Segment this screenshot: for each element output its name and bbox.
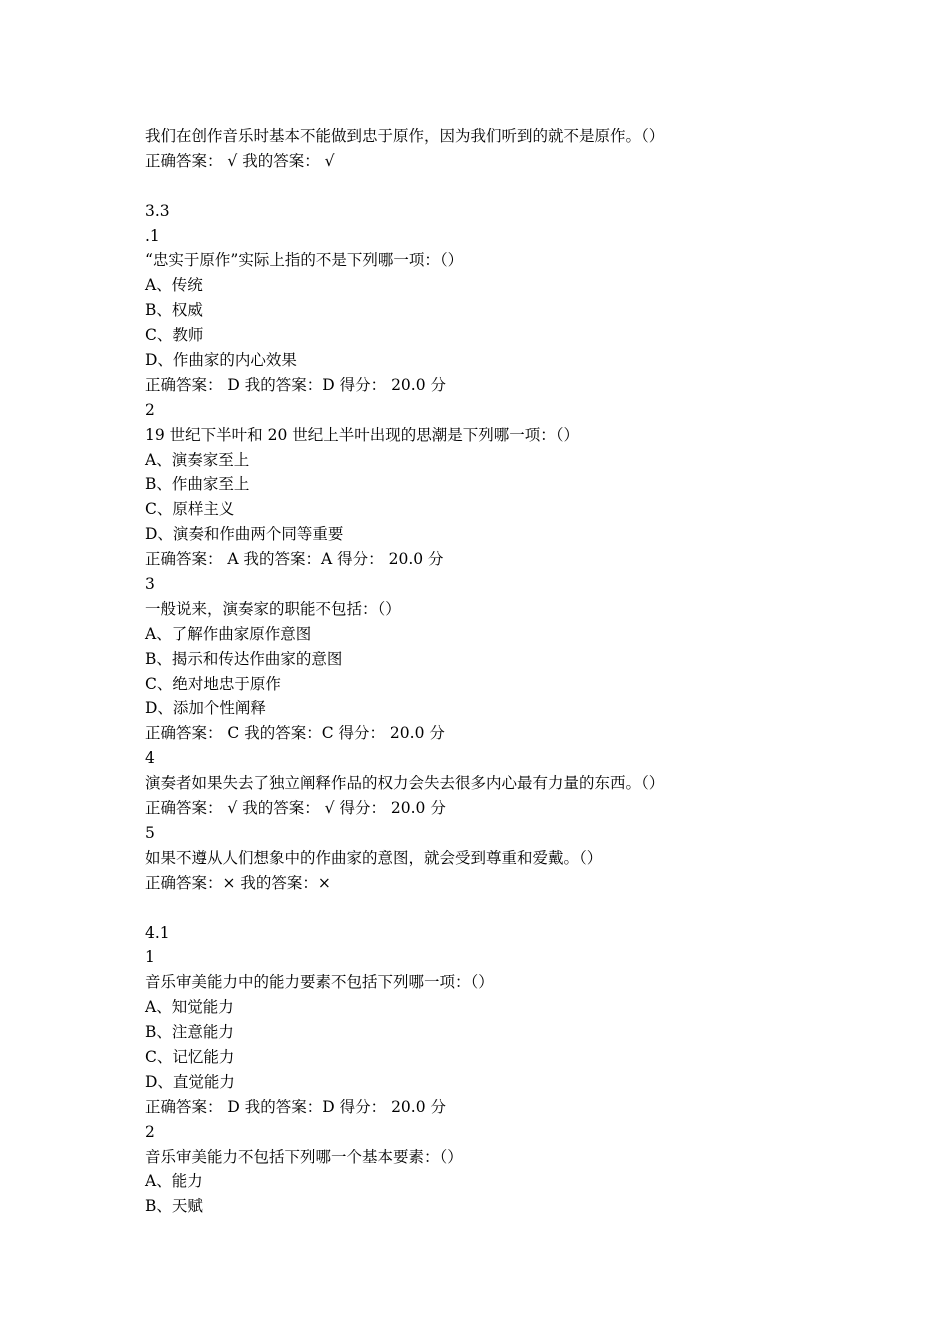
text-line: A、传统 — [145, 276, 203, 295]
text-line: 正确答案： √ 我的答案： √ — [145, 151, 335, 170]
text-line: 如果不遵从人们想象中的作曲家的意图，就会受到尊重和爱戴。（） — [145, 848, 603, 867]
text-line: 正确答案： D 我的答案：D 得分： 20.0 分 — [145, 1097, 447, 1116]
text-line: 4.1 — [145, 923, 170, 942]
text-line: D、演奏和作曲两个同等重要 — [145, 525, 344, 544]
blank-line — [145, 896, 905, 921]
text-line: .1 — [145, 226, 160, 245]
text-line: B、天赋 — [145, 1197, 203, 1216]
text-line: 我们在创作音乐时基本不能做到忠于原作，因为我们听到的就不是原作。（） — [145, 127, 665, 145]
text-line: 3.3 — [145, 201, 170, 220]
text-line: 正确答案： D 我的答案：D 得分： 20.0 分 — [145, 375, 447, 394]
text-line: B、注意能力 — [145, 1023, 234, 1042]
text-line: 正确答案： C 我的答案：C 得分： 20.0 分 — [145, 724, 445, 743]
text-line: 演奏者如果失去了独立阐释作品的权力会失去很多内心最有力量的东西。（） — [145, 774, 665, 793]
text-line: A、演奏家至上 — [145, 450, 250, 469]
text-line: C、绝对地忠于原作 — [145, 674, 281, 693]
text-line: 音乐审美能力不包括下列哪一个基本要素：（） — [145, 1147, 463, 1166]
text-line: C、记忆能力 — [145, 1047, 235, 1066]
text-line: “忠实于原作”实际上指的不是下列哪一项：（） — [145, 251, 464, 270]
text-line: B、作曲家至上 — [145, 475, 250, 494]
text-line: 音乐审美能力中的能力要素不包括下列哪一项：（） — [145, 973, 494, 992]
text-line: 正确答案： A 我的答案：A 得分： 20.0 分 — [145, 550, 444, 569]
text-line: 2 — [145, 400, 155, 419]
text-line: 一般说来，演奏家的职能不包括：（） — [145, 599, 401, 618]
text-line: B、揭示和传达作曲家的意图 — [145, 649, 343, 668]
text-line: 2 — [145, 1122, 155, 1141]
text-line: 4 — [145, 749, 155, 768]
document-body — [145, 124, 905, 1219]
text-line: D、直觉能力 — [145, 1072, 235, 1091]
text-line: 3 — [145, 575, 155, 594]
text-line: A、了解作曲家原作意图 — [145, 624, 312, 643]
blank-line — [145, 174, 905, 199]
text-line: 1 — [145, 948, 155, 967]
text-line: 正确答案：× 我的答案：× — [145, 873, 331, 892]
text-line: B、权威 — [145, 301, 203, 320]
text-line: 正确答案： √ 我的答案： √ 得分： 20.0 分 — [145, 799, 446, 818]
text-line: 5 — [145, 823, 155, 842]
text-line: A、知觉能力 — [145, 998, 234, 1017]
text-line: D、作曲家的内心效果 — [145, 351, 297, 370]
text-line: 19 世纪下半叶和 20 世纪上半叶出现的思潮是下列哪一项：（） — [145, 425, 579, 444]
text-line: A、能力 — [145, 1172, 203, 1191]
text-line: C、教师 — [145, 326, 204, 345]
text-line: C、原样主义 — [145, 500, 235, 519]
text-line: D、添加个性阐释 — [145, 699, 266, 718]
